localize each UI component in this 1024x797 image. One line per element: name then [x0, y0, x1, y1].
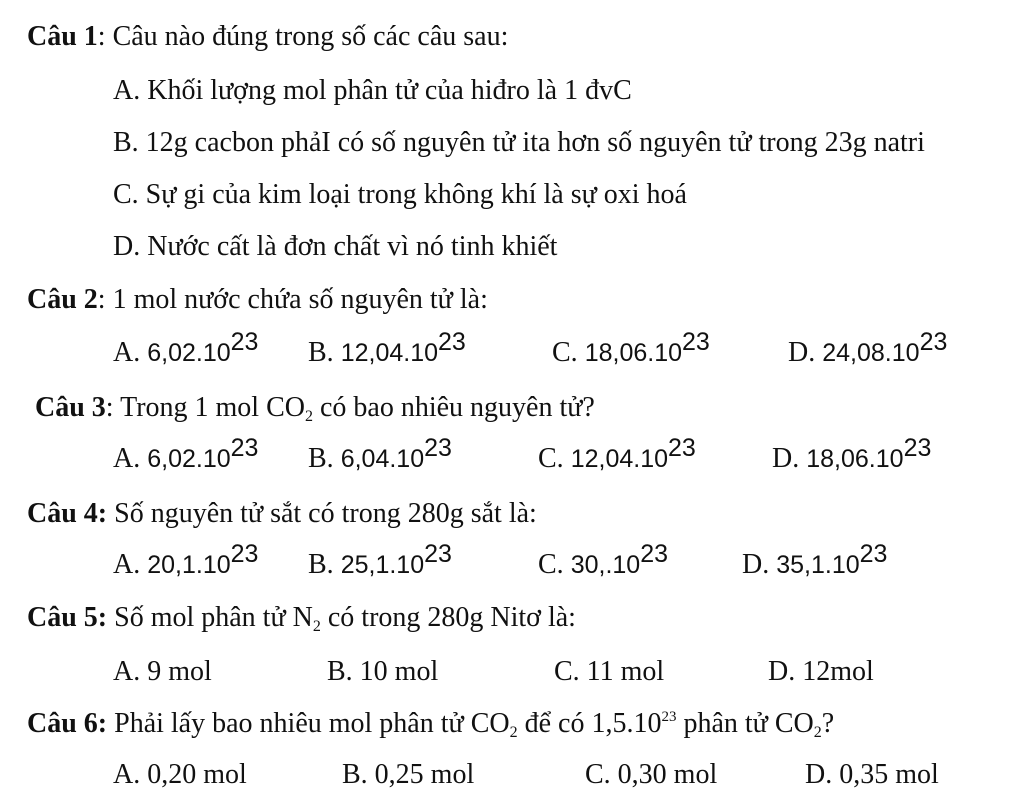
question-2-option-a: A. 6,02.10$^{23}$ — [113, 328, 259, 368]
question-2-option-b: B. 12,04.10$^{23}$ — [308, 328, 466, 368]
question-4-option-b: B. 25,1.10$^{23}$ — [308, 540, 452, 580]
question-6-option-d: D. 0,35 mol — [805, 759, 939, 790]
question-5-label: Câu 5: — [27, 602, 108, 633]
question-3: Câu 3: Trong 1 mol $CO_2$ có bao nhiêu nguyên tử? — [35, 392, 595, 425]
question-5-option-d: D. 12mol — [768, 656, 874, 687]
question-5-option-a: A. 9 mol — [113, 656, 212, 687]
question-5-option-b: B. 10 mol — [327, 656, 439, 687]
question-3-option-b: B. 6,04.10$^{23}$ — [308, 434, 452, 474]
question-6-option-a: A. 0,20 mol — [113, 759, 247, 790]
question-2-option-d: D. 24,08.10$^{23}$ — [788, 328, 948, 368]
question-6: Câu 6: Phải lấy bao nhiêu mol phân tử $CO_2$ để có 1,5.10$^{23}$ phân tử $CO_2$? — [27, 708, 835, 741]
question-2-text: : 1 mol nước chứa số nguyên tử là: — [97, 284, 488, 315]
question-2-option-c: C. 18,06.10$^{23}$ — [552, 328, 710, 368]
question-4 — [27, 497, 537, 531]
question-1-option-a: A. Khối lượng mol phân tử của hiđro là 1 đvC — [113, 75, 632, 106]
question-4-option-c: C. 30,.10$^{23}$ — [538, 540, 669, 580]
question-3-option-a: A. 6,02.10$^{23}$ — [113, 434, 259, 474]
question-1-option-b: B. 12g cacbon phảI có số nguyên tử ita hơn số nguyên tử trong 23g natri — [113, 127, 925, 158]
question-6-option-b: B. 0,25 mol — [342, 759, 475, 790]
question-2-label: Câu 2 — [27, 284, 98, 315]
question-1 — [27, 20, 508, 54]
question-4-label: Câu 4: — [27, 498, 108, 529]
question-1-label: Câu 1 — [27, 21, 98, 52]
question-3-label: Câu 3 — [35, 392, 106, 423]
question-1-option-c: C. Sự gi của kim loại trong không khí là sự oxi hoá — [113, 179, 687, 210]
question-4-option-d: D. 35,1.10$^{23}$ — [742, 540, 888, 580]
question-3-option-c: C. 12,04.10$^{23}$ — [538, 434, 696, 474]
question-5: Câu 5: Số mol phân tử $N_2$ có trong 280g Nitơ là: — [27, 602, 576, 635]
question-4-option-a: A. 20,1.10$^{23}$ — [113, 540, 259, 580]
question-5-option-c: C. 11 mol — [554, 656, 665, 687]
question-3-option-d: D. 18,06.10$^{23}$ — [772, 434, 932, 474]
question-6-option-c: C. 0,30 mol — [585, 759, 718, 790]
question-1-option-d: D. Nước cất là đơn chất vì nó tinh khiết — [113, 231, 558, 262]
question-4-text: Số nguyên tử sắt có trong 280g sắt là: — [107, 498, 537, 529]
question-2 — [27, 283, 488, 317]
question-1-text: : Câu nào đúng trong số các câu sau: — [97, 21, 509, 52]
question-6-label: Câu 6: — [27, 708, 108, 739]
